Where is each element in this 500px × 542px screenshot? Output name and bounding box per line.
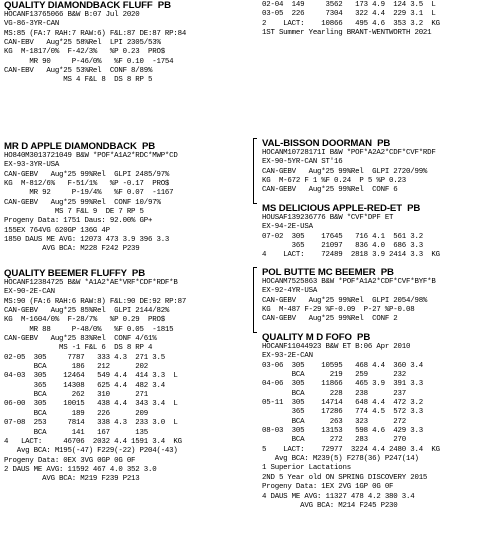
record-line: 06-00 305 10015 438 4.4 343 3.4 L bbox=[4, 400, 178, 409]
record-line: AVG BCA: M228 F242 P239 bbox=[4, 245, 140, 254]
record-line: AVG BCA: M219 F239 P213 bbox=[4, 475, 140, 484]
record-line: EX-93-2E-CAN bbox=[262, 352, 313, 361]
record-line: Avg BCA: M239(5) F278(36) P247(14) bbox=[262, 455, 419, 464]
record-line: 365 14308 625 4.4 482 3.4 bbox=[4, 381, 165, 390]
record-line: 5 LACT: 72977 3224 4.4 2480 3.4 KG bbox=[262, 445, 440, 454]
record-line: EX-90-2E-CAN bbox=[4, 288, 55, 297]
record-line: MR 92 P-19/4% %F 0.07 -1167 bbox=[4, 189, 174, 198]
record-line: 365 17286 774 4.5 572 3.3 bbox=[262, 408, 423, 417]
sire-block-mr-d-apple-diamondback bbox=[4, 141, 178, 255]
record-line: CAN-EBV Aug*25 58%Rel LPI 2305/53% bbox=[4, 39, 161, 48]
dam-block-quality-beemer-fluffy bbox=[4, 268, 186, 485]
record-line: KG M-812/6% F-51/1% %P -0.17 PRO$ bbox=[4, 180, 170, 189]
record-line: CAN-GEBV Aug*25 99%Rel CONF 10/97% bbox=[4, 198, 161, 207]
record-line: Avg BCA: M195(-47) F229(-22) P204(-43) bbox=[4, 447, 178, 456]
record-line: 04-03 305 12464 549 4.4 414 3.3 L bbox=[4, 372, 178, 381]
record-line: 05-11 305 14714 648 4.4 472 3.2 bbox=[262, 399, 423, 408]
pedigree-lines bbox=[262, 1, 440, 38]
animal-title: MS DELICIOUS APPLE-RED-ET PB bbox=[262, 203, 421, 214]
record-line: CAN-GEBV Aug*25 99%Rel GLPI 2720/99% bbox=[262, 167, 428, 176]
record-line: CAN-GEBV Aug*25 99%Rel GLPI 2054/98% bbox=[262, 296, 428, 305]
record-line: 4 LACT: 46706 2032 4.4 1591 3.4 KG bbox=[4, 437, 182, 446]
lactation-continuation-block bbox=[262, 1, 440, 38]
record-line: KG M-487 F-29 %F-0.09 P-27 %P-0.08 bbox=[262, 306, 415, 315]
record-line: VG-86-3YR-CAN bbox=[4, 20, 60, 29]
record-line: EX-90-5YR-CAN ST'16 bbox=[262, 158, 343, 167]
record-line: 02-04 149 3562 173 4.9 124 3.5 L bbox=[262, 1, 436, 9]
record-line: MS 4 F&L 8 DS 8 RP 5 bbox=[4, 76, 153, 85]
record-line: CAN-EBV Aug*25 53%Rel CONF 8/89% bbox=[4, 67, 153, 76]
record-line: 08-03 305 13153 598 4.6 429 3.3 bbox=[262, 427, 423, 436]
record-line: HOCANM10728171I B&W *POF*A2A2*CDF*CVF*RDF bbox=[262, 149, 436, 157]
record-line: EX-93-3YR-USA bbox=[4, 161, 60, 170]
record-line: HOCANF13765066 B&W B:07 Jul 2020 bbox=[4, 11, 140, 19]
record-line: BCA 263 323 272 bbox=[262, 417, 406, 426]
record-line: 2 LACT: 10866 495 4.6 353 3.2 KG bbox=[262, 19, 440, 28]
sire-block-pol-butte-mc-beemer bbox=[262, 267, 436, 325]
record-line: 4 LACT: 72489 2818 3.9 2414 3.3 KG bbox=[262, 251, 440, 260]
pedigree-lines bbox=[4, 11, 186, 86]
record-line: HOCANF12384725 B&W *A1A2*AE*VRF*CDF*RDF*B bbox=[4, 279, 178, 287]
record-line: CAN-GEBV Aug*25 83%Rel CONF 4/61% bbox=[4, 335, 157, 344]
record-line: MR 88 P-48/0% %F 0.05 -1815 bbox=[4, 325, 174, 334]
record-line: BCA 219 259 232 bbox=[262, 371, 406, 380]
sire-block-val-bisson-doorman bbox=[262, 138, 436, 196]
animal-title: MR D APPLE DIAMONDBACK PB bbox=[4, 141, 156, 152]
record-line: AVG BCA: M214 F245 P230 bbox=[262, 501, 398, 510]
record-line: HO840M3013721049 B&W *POF*A1A2*RDC*MWP*CD bbox=[4, 152, 178, 160]
record-line: MS:90 (FA:6 RAH:6 RAW:8) F&L:90 DE:92 RP:87 bbox=[4, 297, 187, 306]
dam-block-ms-delicious-apple-red bbox=[262, 203, 440, 261]
pedigree-lines bbox=[262, 149, 436, 196]
record-line: MR 90 P-46/0% %F 0.10 -1754 bbox=[4, 57, 174, 66]
animal-title: QUALITY DIAMONDBACK FLUFF PB bbox=[4, 0, 171, 11]
animal-title: QUALITY BEEMER FLUFFY PB bbox=[4, 268, 146, 279]
record-line: EX-94-2E-USA bbox=[262, 223, 313, 232]
animal-title: QUALITY M D FOFO PB bbox=[262, 332, 371, 343]
animal-title: VAL-BISSON DOORMAN PB bbox=[262, 138, 391, 149]
record-line: BCA 189 226 209 bbox=[4, 409, 148, 418]
record-line: KG M-672 F 1 %F 0.24 P 5 %P 0.23 bbox=[262, 177, 406, 186]
record-line: MS -1 F&L 6 DS 8 RP 4 bbox=[4, 344, 153, 353]
record-line: KG M-1604/0% F-28/7% %P 0.29 PRO$ bbox=[4, 316, 165, 325]
record-line: 03-06 305 10595 468 4.4 360 3.4 bbox=[262, 361, 423, 370]
record-line: 1ST Summer Yearling BRANT-WENTWORTH 2021 bbox=[262, 29, 432, 38]
record-line: HOUSAF139236776 B&W *CVF*DPF ET bbox=[262, 214, 394, 222]
record-line: HOCANM7525863 B&W *POF*A1A2*CDF*CVF*BYF*B bbox=[262, 278, 436, 286]
record-line: BCA 228 238 237 bbox=[262, 389, 406, 398]
pedigree-lines bbox=[262, 214, 440, 261]
record-line: EX-92-4YR-USA bbox=[262, 287, 318, 296]
record-line: Progeny Data: 1751 Daus: 92.00% GP+ bbox=[4, 217, 153, 226]
sire-bracket bbox=[253, 267, 257, 333]
record-line: CAN-GEBV Aug*25 85%Rel GLPI 2144/82% bbox=[4, 307, 170, 316]
pedigree-lines bbox=[262, 343, 440, 511]
record-line: 365 21097 836 4.0 686 3.3 bbox=[262, 242, 423, 251]
record-line: BCA 186 212 202 bbox=[4, 363, 148, 372]
record-line: 07-08 253 7814 338 4.3 233 3.0 L bbox=[4, 419, 178, 428]
record-line: 155EX 764VG 620GP 136G 4P bbox=[4, 226, 110, 235]
record-line: 4 DAUS ME AVG: 11327 478 4.2 380 3.4 bbox=[262, 492, 415, 501]
record-line: CAN-GEBV Aug*25 99%Rel CONF 2 bbox=[262, 315, 398, 324]
record-line: Progeny Data: 1EX 2VG 1GP 0G 0F bbox=[262, 483, 394, 492]
pedigree-lines bbox=[262, 278, 436, 325]
dam-block-quality-diamondback-fluff bbox=[4, 0, 186, 86]
pedigree-lines bbox=[4, 152, 178, 255]
record-line: 04-06 305 11866 465 3.9 391 3.3 bbox=[262, 380, 423, 389]
pedigree-lines bbox=[4, 279, 186, 485]
record-line: 1850 DAUS ME AVG: 12073 473 3.9 396 3.3 bbox=[4, 236, 170, 245]
record-line: 03-05 226 7304 322 4.4 229 3.1 L bbox=[262, 10, 436, 19]
record-line: 07-02 305 17645 716 4.1 561 3.2 bbox=[262, 232, 423, 241]
sire-bracket bbox=[253, 138, 257, 204]
record-line: 2 DAUS ME AVG: 11592 467 4.0 352 3.0 bbox=[4, 465, 157, 474]
record-line: KG M-1817/0% F-42/3% %P 0.23 PRO$ bbox=[4, 48, 165, 57]
dam-block-quality-m-d-fofo bbox=[262, 332, 440, 511]
record-line: BCA 262 310 271 bbox=[4, 391, 148, 400]
record-line: BCA 272 283 270 bbox=[262, 436, 406, 445]
animal-title: POL BUTTE MC BEEMER PB bbox=[262, 267, 394, 278]
record-line: 02-05 305 7787 333 4.3 271 3.5 bbox=[4, 353, 165, 362]
record-line: HOCANF11044923 B&W ET B:06 Apr 2010 bbox=[262, 343, 411, 351]
record-line: CAN-GEBV Aug*25 99%Rel GLPI 2485/97% bbox=[4, 170, 170, 179]
record-line: CAN-GEBV Aug*25 99%Rel CONF 6 bbox=[262, 186, 398, 195]
record-line: MS 7 F&L 9 DE 7 RP 5 bbox=[4, 208, 144, 217]
record-line: 1 Superior Lactations bbox=[262, 464, 351, 473]
record-line: 2ND 5 Year old ON SPRING DISCOVERY 2015 bbox=[262, 473, 428, 482]
record-line: Progeny Data: 0EX 3VG 0GP 0G 0F bbox=[4, 456, 136, 465]
record-line: BCA 141 167 135 bbox=[4, 428, 148, 437]
record-line: MS:85 (FA:7 RAH:7 RAW:6) F&L:87 DE:87 RP:84 bbox=[4, 29, 187, 38]
